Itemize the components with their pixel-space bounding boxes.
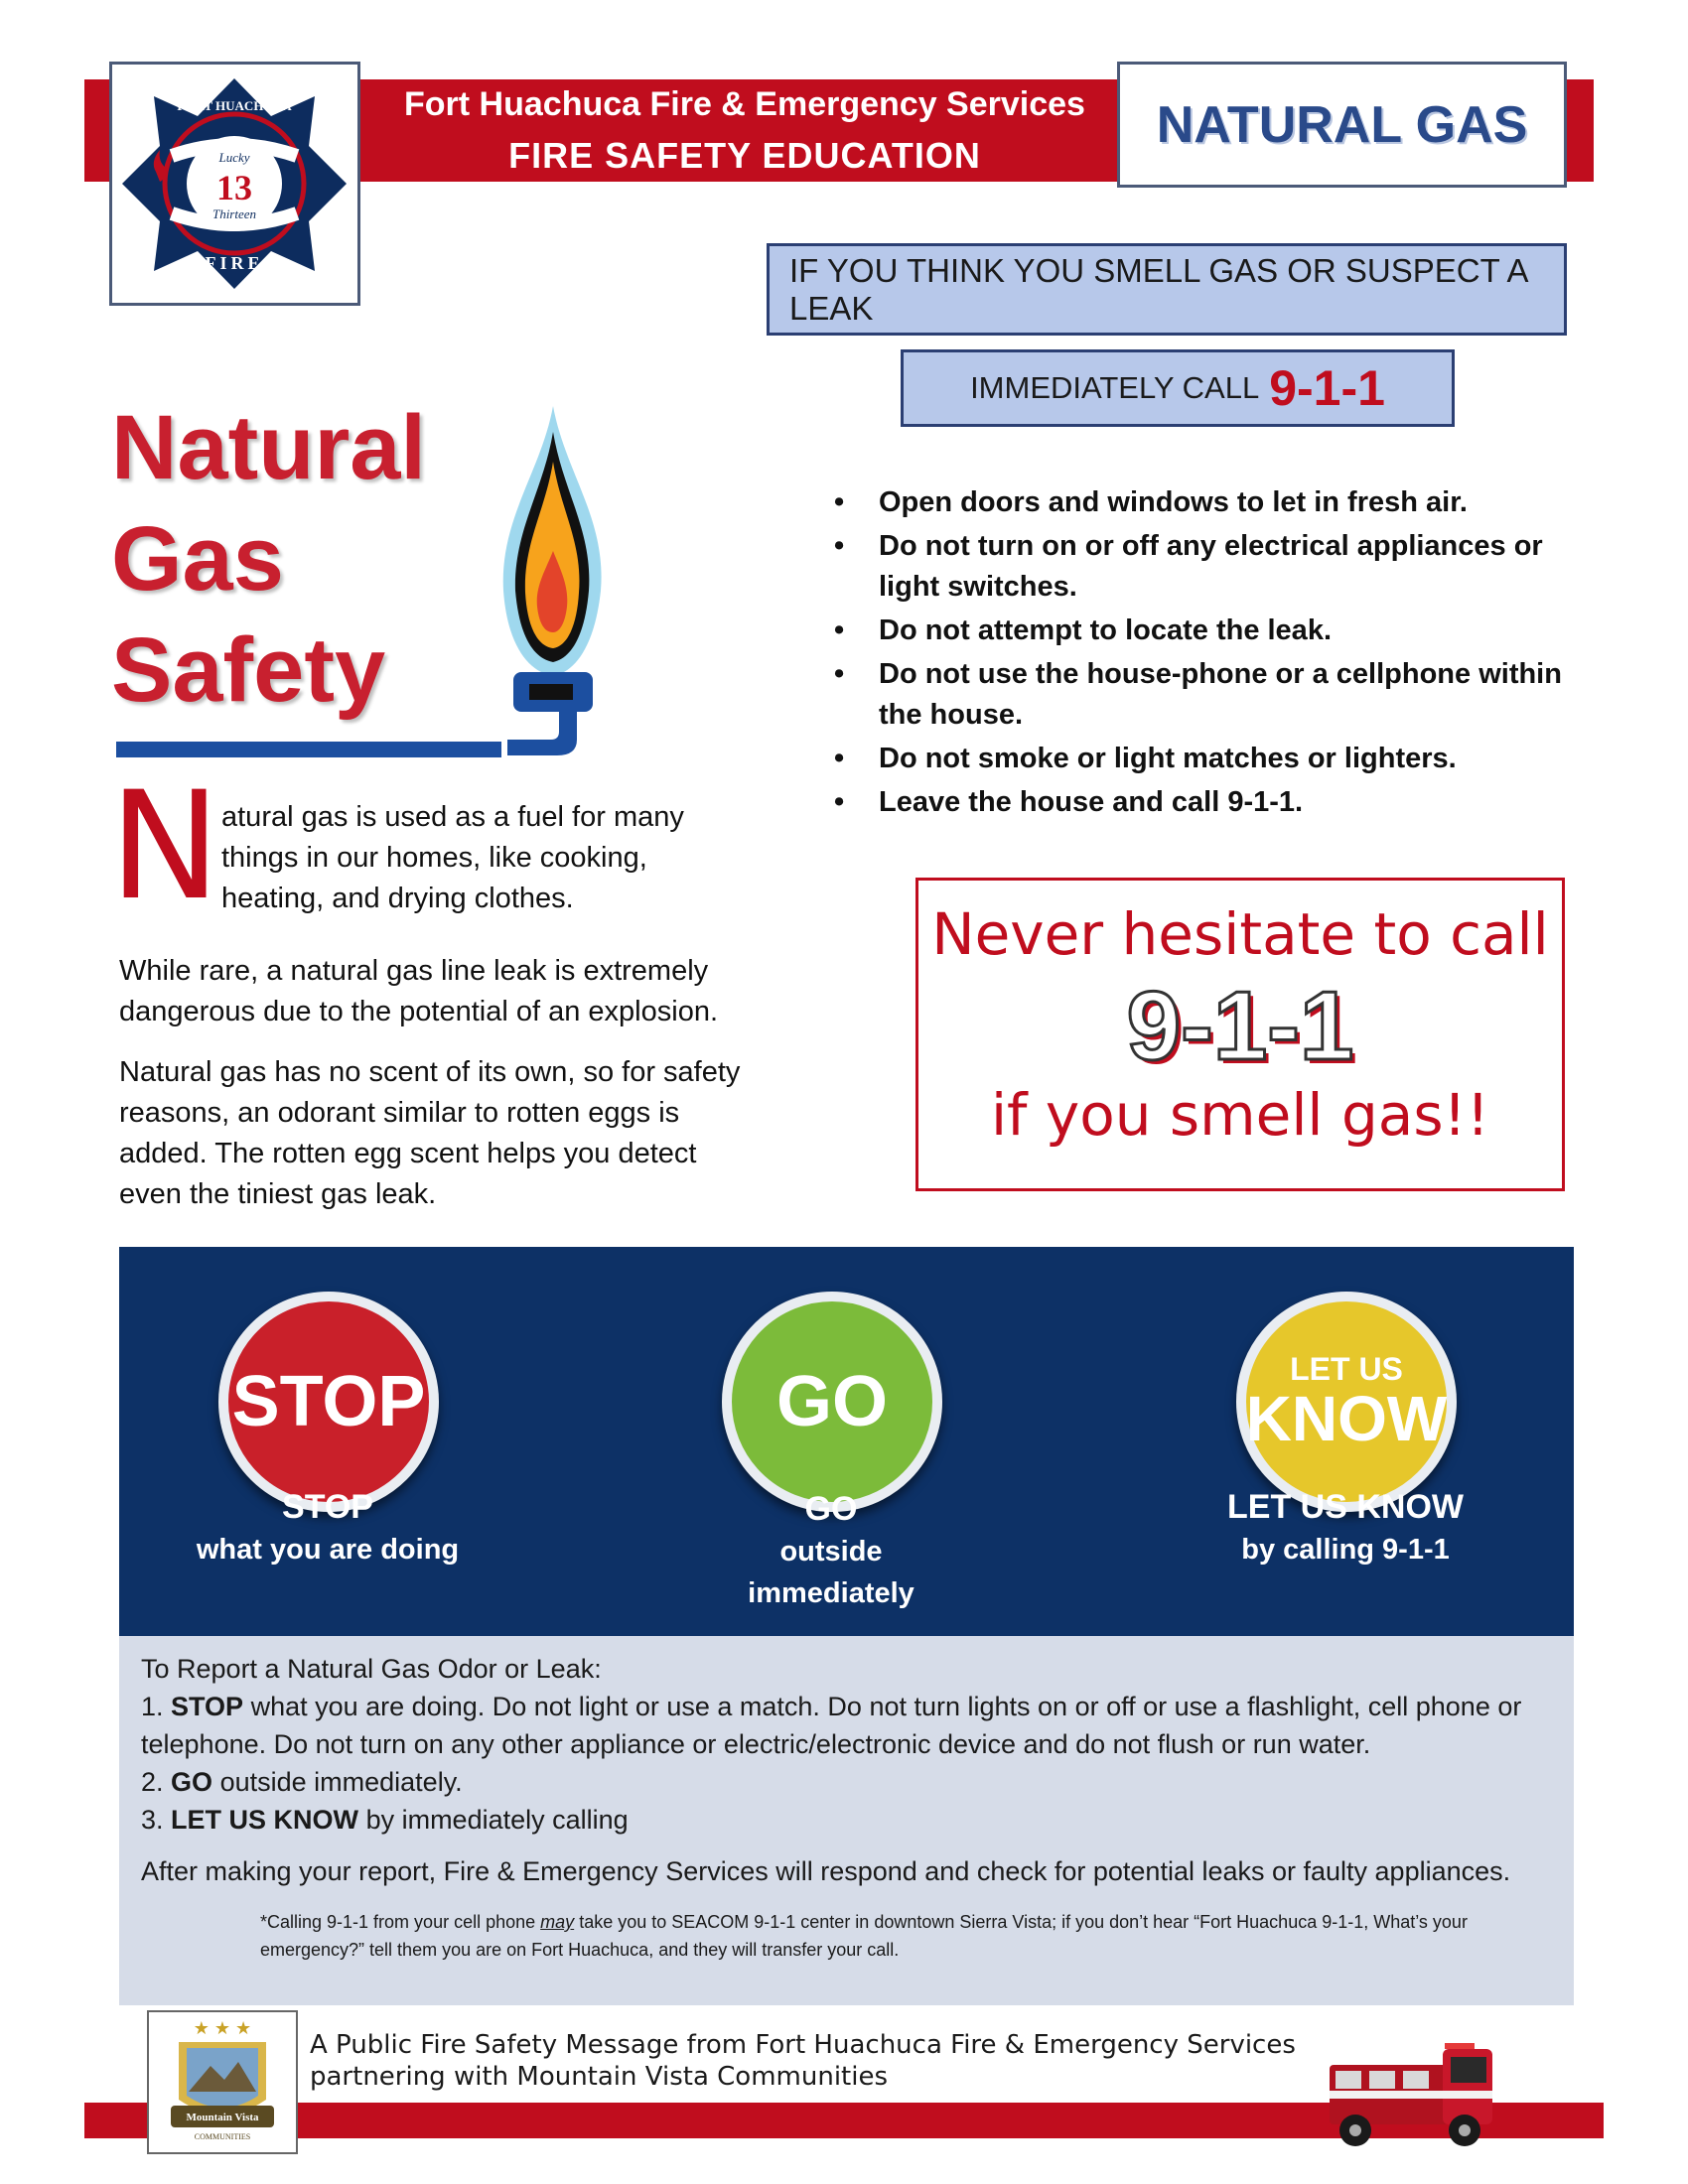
topic-title: NATURAL GAS [1156,95,1528,154]
go-subtitle-1: outside [779,1536,883,1568]
know-subtitle: by calling 9-1-1 [1241,1534,1450,1566]
footer-line-1: A Public Fire Safety Message from Fort Huachuca Fire & Emergency Services [310,2030,1296,2060]
mountain-vista-logo [147,2010,298,2154]
topic-box [1117,62,1567,188]
know-badge-small: LET US [1290,1351,1403,1387]
intro-paragraph-1: atural gas is used as a fuel for many things in our homes, like cooking, heating, and drying clothes. [221,801,684,914]
step-keyword: STOP [171,1692,244,1721]
step-number: 2. [141,1767,164,1797]
footer-message [310,2029,1296,2093]
report-instructions [119,1636,1574,2005]
note-post: take you to SEACOM 9-1-1 center in downtown Sierra Vista; if you don’t hear “Fort Huachuca 9-1-1, What’s your emergency?” tell them you are on Fort Huachuca, and they will transfer your call. [260,1912,1468,1960]
fire-truck-icon [1326,2035,1499,2152]
logo-bottom-text: FIRE [205,253,264,273]
report-step-1 [141,1688,1552,1763]
gas-flame-icon [492,402,611,759]
smell-gas-banner [767,243,1567,336]
logo-co: CO. [190,179,211,193]
never-hesitate-line3: if you smell gas!! [990,1081,1490,1149]
logo-top-text: FORT HUACHUCA [177,98,292,113]
go-title: GO [804,1490,858,1528]
list-item: • Do not use the house-phone or a cellphone within the house. [834,654,1569,736]
step-keyword: GO [171,1767,213,1797]
logo-motto-1: Lucky [218,150,250,165]
program-name: FIRE SAFETY EDUCATION [508,135,981,176]
list-item: • Do not turn on or off any electrical appliances or light switches. [834,526,1569,608]
report-heading: To Report a Natural Gas Odor or Leak: [141,1654,602,1684]
step-text: outside immediately. [219,1767,463,1797]
know-title: LET US KNOW [1227,1488,1464,1526]
intro-paragraph-2: While rare, a natural gas line leak is extremely dangerous due to the potential of an explosion. [119,955,719,1027]
never-hesitate-number: 9-1-1 [1126,971,1354,1080]
svg-text:★ ★ ★: ★ ★ ★ [193,2018,252,2038]
mv-logo-text-1: Mountain Vista [186,2112,259,2123]
never-hesitate-line1: Never hesitate to call [931,900,1549,968]
stop-subtitle: what you are doing [196,1534,460,1566]
list-item: • Leave the house and call 9-1-1. [834,782,1569,823]
call-prefix: IMMEDIATELY CALL [970,370,1260,405]
stop-title: STOP [282,1488,373,1526]
title-line-2: Gas [111,508,284,610]
go-subtitle-2: immediately [748,1577,914,1609]
mountain-vista-crest-icon [149,2012,296,2152]
call-number: 9-1-1 [1269,360,1385,416]
logo-number: 13 [216,168,252,207]
step-number: 1. [141,1692,164,1721]
step-keyword: LET US KNOW [171,1805,359,1835]
step-text: by immediately calling [365,1805,629,1835]
title-underline [116,742,501,757]
title-line-3: Safety [111,619,386,721]
stop-step-label [149,1485,506,1570]
fire-department-logo [109,62,360,306]
page-title [111,392,426,726]
go-step-label [652,1487,1010,1614]
cell-phone-note [260,1908,1552,1964]
drop-cap: N [109,760,221,933]
stop-go-know-panel [119,1247,1574,1636]
know-badge-big: KNOW [1245,1383,1448,1454]
note-pre: *Calling 9-1-1 from your cell phone [260,1912,536,1932]
list-item: • Open doors and windows to let in fresh air. [834,482,1569,523]
list-item: • Do not smoke or light matches or lighters. [834,739,1569,779]
go-badge-text: GO [775,1362,888,1441]
report-step-2 [141,1763,1552,1801]
logo-no: NO. [257,179,279,193]
never-hesitate-box [915,878,1565,1191]
stop-sign-icon [218,1292,439,1512]
fire-department-badge-icon [112,65,357,303]
safety-actions-list [834,482,1569,826]
call-911-banner [901,349,1455,427]
list-item: • Do not attempt to locate the leak. [834,611,1569,651]
title-line-1: Natural [111,397,426,498]
org-name: Fort Huachuca Fire & Emergency Services [404,85,1085,123]
note-may: may [540,1912,575,1932]
stop-badge-text: STOP [231,1362,426,1441]
mv-logo-text-2: COMMUNITIES [194,2132,251,2141]
go-sign-icon [722,1292,942,1512]
let-us-know-sign-icon [1236,1292,1457,1512]
logo-motto-2: Thirteen [211,206,257,221]
footer-line-2: partnering with Mountain Vista Communities [310,2062,889,2092]
report-step-3 [141,1801,1552,1839]
after-report-text: After making your report, Fire & Emergency Services will respond and check for potential leaks or faulty appliances. [141,1856,1511,1886]
know-step-label [1167,1485,1524,1570]
step-text: what you are doing. Do not light or use a match. Do not turn lights on or off or use a flashlight, cell phone or telephone. Do not turn on any other appliance or electric/electronic device and do not flush or run water. [141,1692,1522,1759]
smell-gas-text: IF YOU THINK YOU SMELL GAS OR SUSPECT A LEAK [789,251,1527,327]
step-number: 3. [141,1805,164,1835]
intro-paragraph-3: Natural gas has no scent of its own, so for safety reasons, an odorant similar to rotten eggs is added. The rotten egg scent helps you detect even the tiniest gas leak. [119,1056,741,1210]
